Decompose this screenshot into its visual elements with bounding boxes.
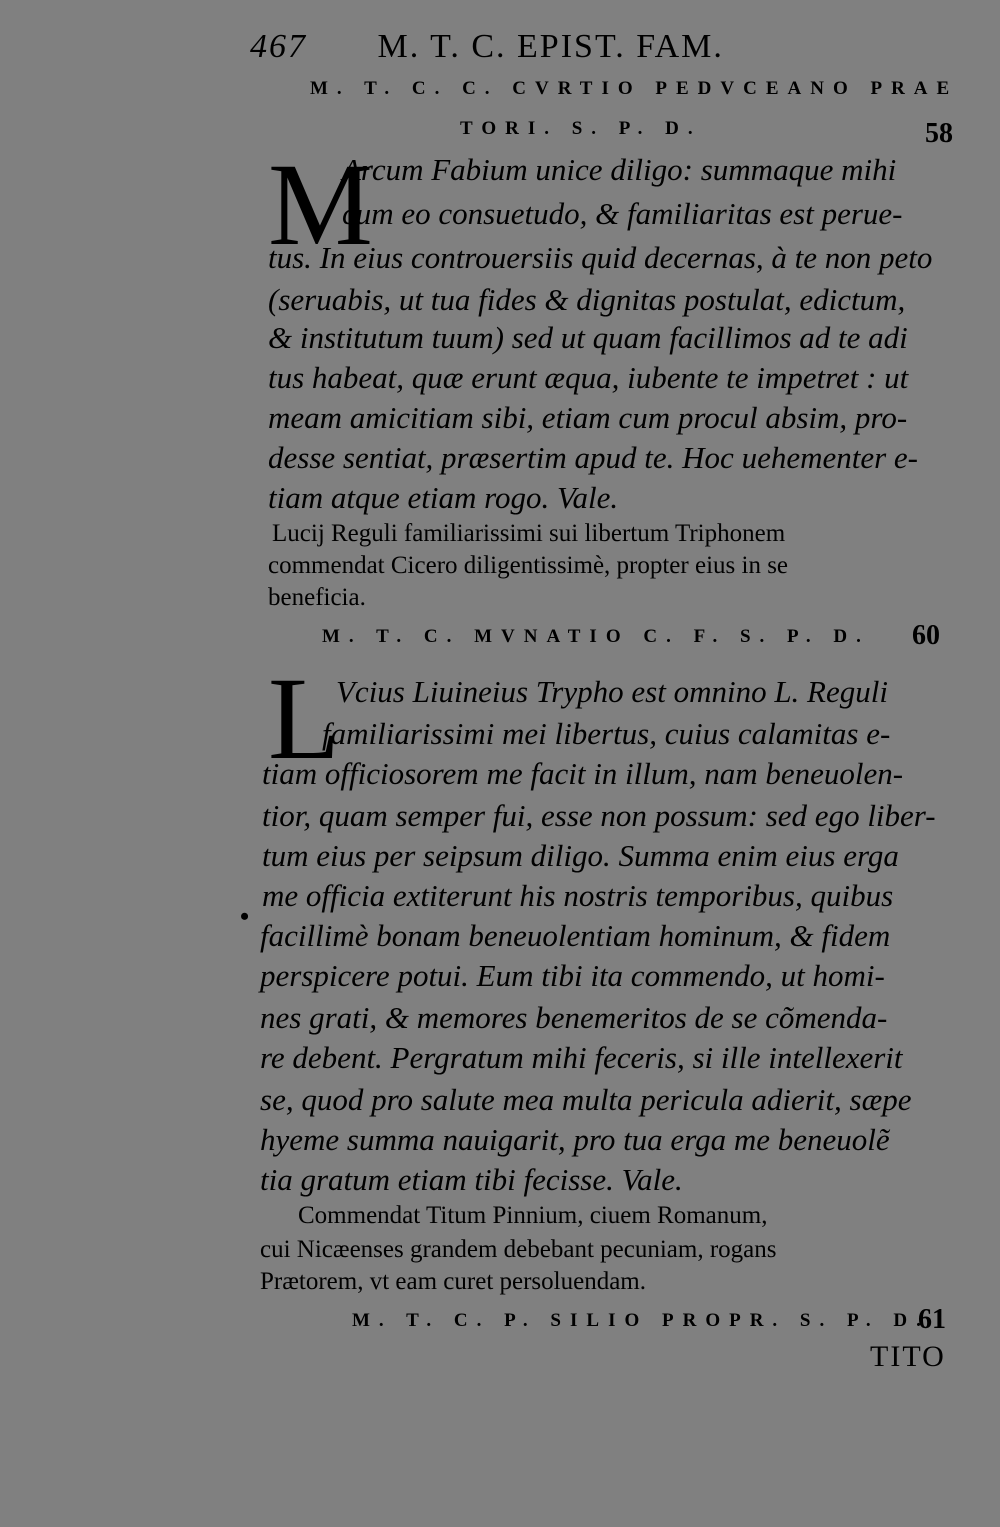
summary-61-line: Commendat Titum Pinnium, ciuem Romanum,	[298, 1202, 768, 1229]
letter-58-line: & institutum tuum) sed ut quam facillimos ad te adi	[268, 320, 908, 355]
letter-58-line: tus habeat, quæ erunt æqua, iubente te impetret : ut	[268, 360, 909, 395]
letter-60-line: tia gratum etiam tibi fecisse. Vale.	[260, 1162, 683, 1197]
letter-61-heading: M. T. C. P. SILIO PROPR. S. P. D.	[352, 1310, 930, 1331]
letter-58-line: desse sentiat, præsertim apud te. Hoc uehementer e-	[268, 440, 919, 475]
margin-mark: •	[240, 902, 250, 931]
running-head	[250, 28, 724, 66]
summary-60-line: Lucij Reguli familiarissimi sui libertum Triphonem	[272, 520, 786, 547]
drop-cap-l: L	[268, 653, 341, 784]
letter-58-heading-line1: M. T. C. C. CVRTIO PEDVCEANO PRAE	[310, 78, 959, 99]
letter-60-line: tior, quam semper fui, esse non possum: sed ego liber-	[262, 798, 936, 833]
summary-61-line: cui Nicæenses grandem debebant pecuniam, rogans	[260, 1236, 777, 1263]
summary-60-line: beneficia.	[268, 584, 366, 611]
letter-60-line: se, quod pro salute mea multa pericula adierit, sæpe	[260, 1082, 912, 1117]
letter-58-line: tus. In eius controuersiis quid decernas, à te non peto	[268, 240, 933, 275]
summary-61-line: Prætorem, vt eam curet persoluendam.	[260, 1268, 646, 1295]
letter-60-line: nes grati, & memores benemeritos de se cõmenda-	[260, 1000, 888, 1035]
running-title: M. T. C. EPIST. FAM.	[377, 28, 724, 65]
letter-60-line: hyeme summa nauigarit, pro tua erga me beneuolẽ	[260, 1122, 890, 1157]
letter-58-line: (seruabis, ut tua fides & dignitas postulat, edictum,	[268, 282, 906, 317]
letter-60-line: me officia extiterunt his nostris temporibus, quibus	[262, 878, 894, 913]
letter-58-line: meam amicitiam sibi, etiam cum procul absim, pro-	[268, 400, 908, 435]
catchword: TITO	[870, 1340, 946, 1373]
letter-60-line: familiarissimi mei libertus, cuius calamitas e-	[322, 716, 891, 751]
letter-60-line: perspicere potui. Eum tibi ita commendo, ut homi-	[260, 958, 885, 993]
drop-cap-m: M	[268, 139, 373, 270]
letter-60-line: tum eius per seipsum diligo. Summa enim eius erga	[262, 838, 899, 873]
letter-58-line: tiam atque etiam rogo. Vale.	[268, 480, 619, 515]
letter-60-heading: M. T. C. MVNATIO C. F. S. P. D.	[322, 626, 870, 647]
letter-60-line: tiam officiosorem me facit in illum, nam beneuolen-	[262, 756, 904, 791]
letter-58-line: Arcum Fabium unice diligo: summaque mihi	[342, 152, 897, 187]
summary-60-line: commendat Cicero diligentissimè, propter eius in se	[268, 552, 789, 579]
letter-60-number: 60	[912, 620, 940, 651]
page-number: 467	[250, 28, 307, 65]
letter-60-line: Vcius Liuineius Trypho est omnino L. Reguli	[336, 674, 888, 709]
letter-58-heading-line2: TORI. S. P. D.	[460, 118, 702, 139]
letter-61-number: 61	[918, 1304, 946, 1335]
letter-58-number: 58	[925, 118, 953, 149]
letter-58-line: cum eo consuetudo, & familiaritas est perue-	[342, 196, 903, 231]
letter-60-line: re debent. Pergratum mihi feceris, si ille intellexerit	[260, 1040, 903, 1075]
letter-60-line: facillimè bonam beneuolentiam hominum, & fidem	[260, 918, 891, 953]
